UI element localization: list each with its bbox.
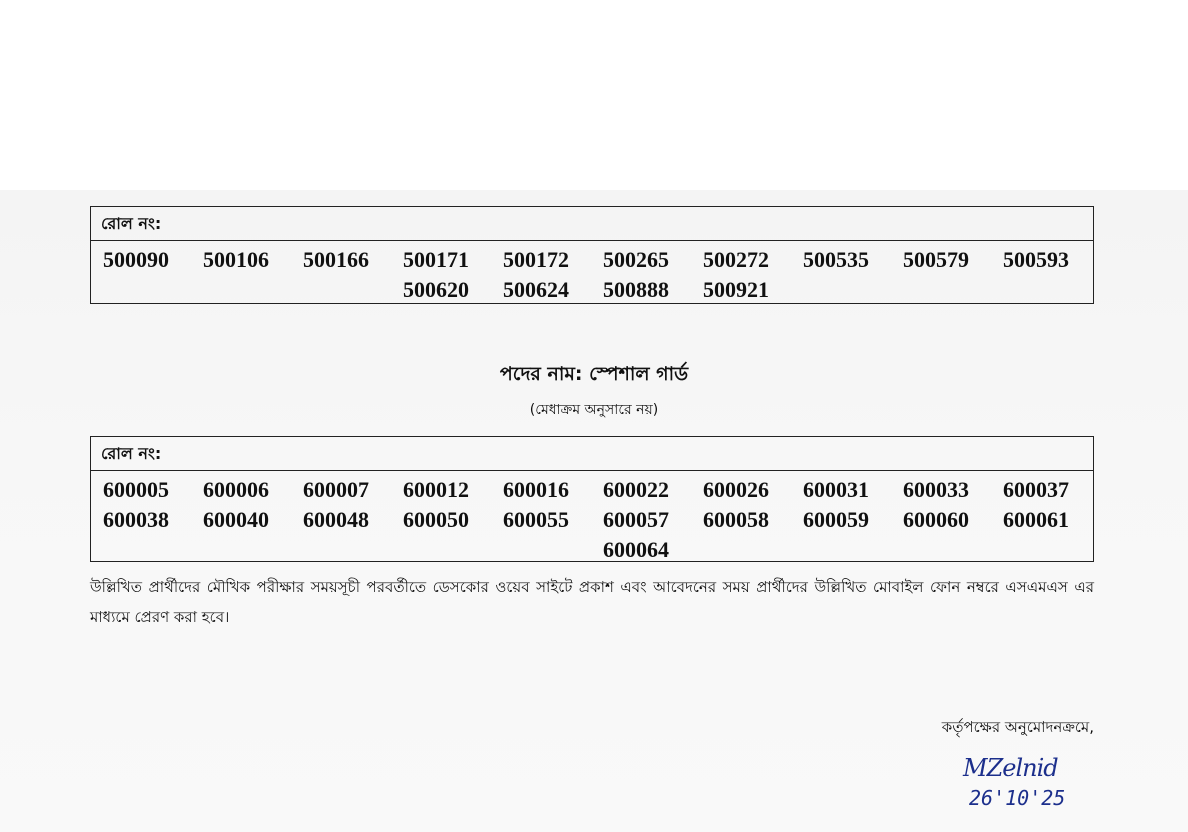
roll-number: 600055 <box>503 507 569 532</box>
roll-number: 600026 <box>703 477 769 502</box>
roll-label-1: রোল নং: <box>91 207 1093 241</box>
roll-number: 500171 <box>403 247 469 272</box>
roll-number: 500593 <box>1003 247 1069 272</box>
roll-number: 500166 <box>303 247 369 272</box>
post-subtitle: (মেধাক্রম অনুসারে নয়) <box>529 402 659 418</box>
roll-number: 600058 <box>703 507 769 532</box>
roll-label-2: রোল নং: <box>91 437 1093 471</box>
roll-number: 600037 <box>1003 477 1069 502</box>
roll-number: 500620 <box>403 277 469 302</box>
roll-number: 600006 <box>203 477 269 502</box>
signature-date: 26'10'25 <box>969 786 1066 810</box>
roll-number: 600048 <box>303 507 369 532</box>
roll-table-1 <box>90 206 1094 304</box>
roll-number: 600012 <box>403 477 469 502</box>
roll-grid-1 <box>91 241 1093 307</box>
roll-number: 600007 <box>303 477 369 502</box>
roll-number: 500921 <box>703 277 769 302</box>
roll-number: 600005 <box>103 477 169 502</box>
roll-number: 500535 <box>803 247 869 272</box>
roll-number: 600064 <box>603 537 669 562</box>
roll-number: 600033 <box>903 477 969 502</box>
roll-number: 500579 <box>903 247 969 272</box>
signature <box>955 752 1095 822</box>
roll-number: 600059 <box>803 507 869 532</box>
roll-number: 600060 <box>903 507 969 532</box>
approval-text: কর্তৃপক্ষের অনুমোদনক্রমে, <box>941 718 1094 736</box>
notice-paragraph: উল্লিখিত প্রার্থীদের মৌখিক পরীক্ষার সময়সূচী পরবর্তীতে ডেসকোর ওয়েব সাইটে প্রকাশ এবং আবেদনের সময় প্রার্থীদের উল্লিখিত মোবাইল ফোন নম্বরে এসএমএস এর মাধ্যমে প্রেরণ করা হবে। <box>90 578 1094 626</box>
roll-number: 600016 <box>503 477 569 502</box>
roll-number: 500106 <box>203 247 269 272</box>
roll-number: 600050 <box>403 507 469 532</box>
roll-number: 600057 <box>603 507 669 532</box>
roll-number: 500172 <box>503 247 569 272</box>
roll-grid-2 <box>91 471 1093 567</box>
roll-number: 600038 <box>103 507 169 532</box>
roll-number: 600040 <box>203 507 269 532</box>
roll-number: 600061 <box>1003 507 1069 532</box>
roll-number: 500090 <box>103 247 169 272</box>
roll-number: 600022 <box>603 477 669 502</box>
roll-number: 500272 <box>703 247 769 272</box>
roll-number: 600031 <box>803 477 869 502</box>
signature-name: MZelnid <box>963 754 1058 782</box>
roll-table-2 <box>90 436 1094 562</box>
roll-number: 500624 <box>503 277 569 302</box>
roll-number: 500265 <box>603 247 669 272</box>
post-title: পদের নাম: স্পেশাল গার্ড <box>499 363 689 385</box>
roll-number: 500888 <box>603 277 669 302</box>
